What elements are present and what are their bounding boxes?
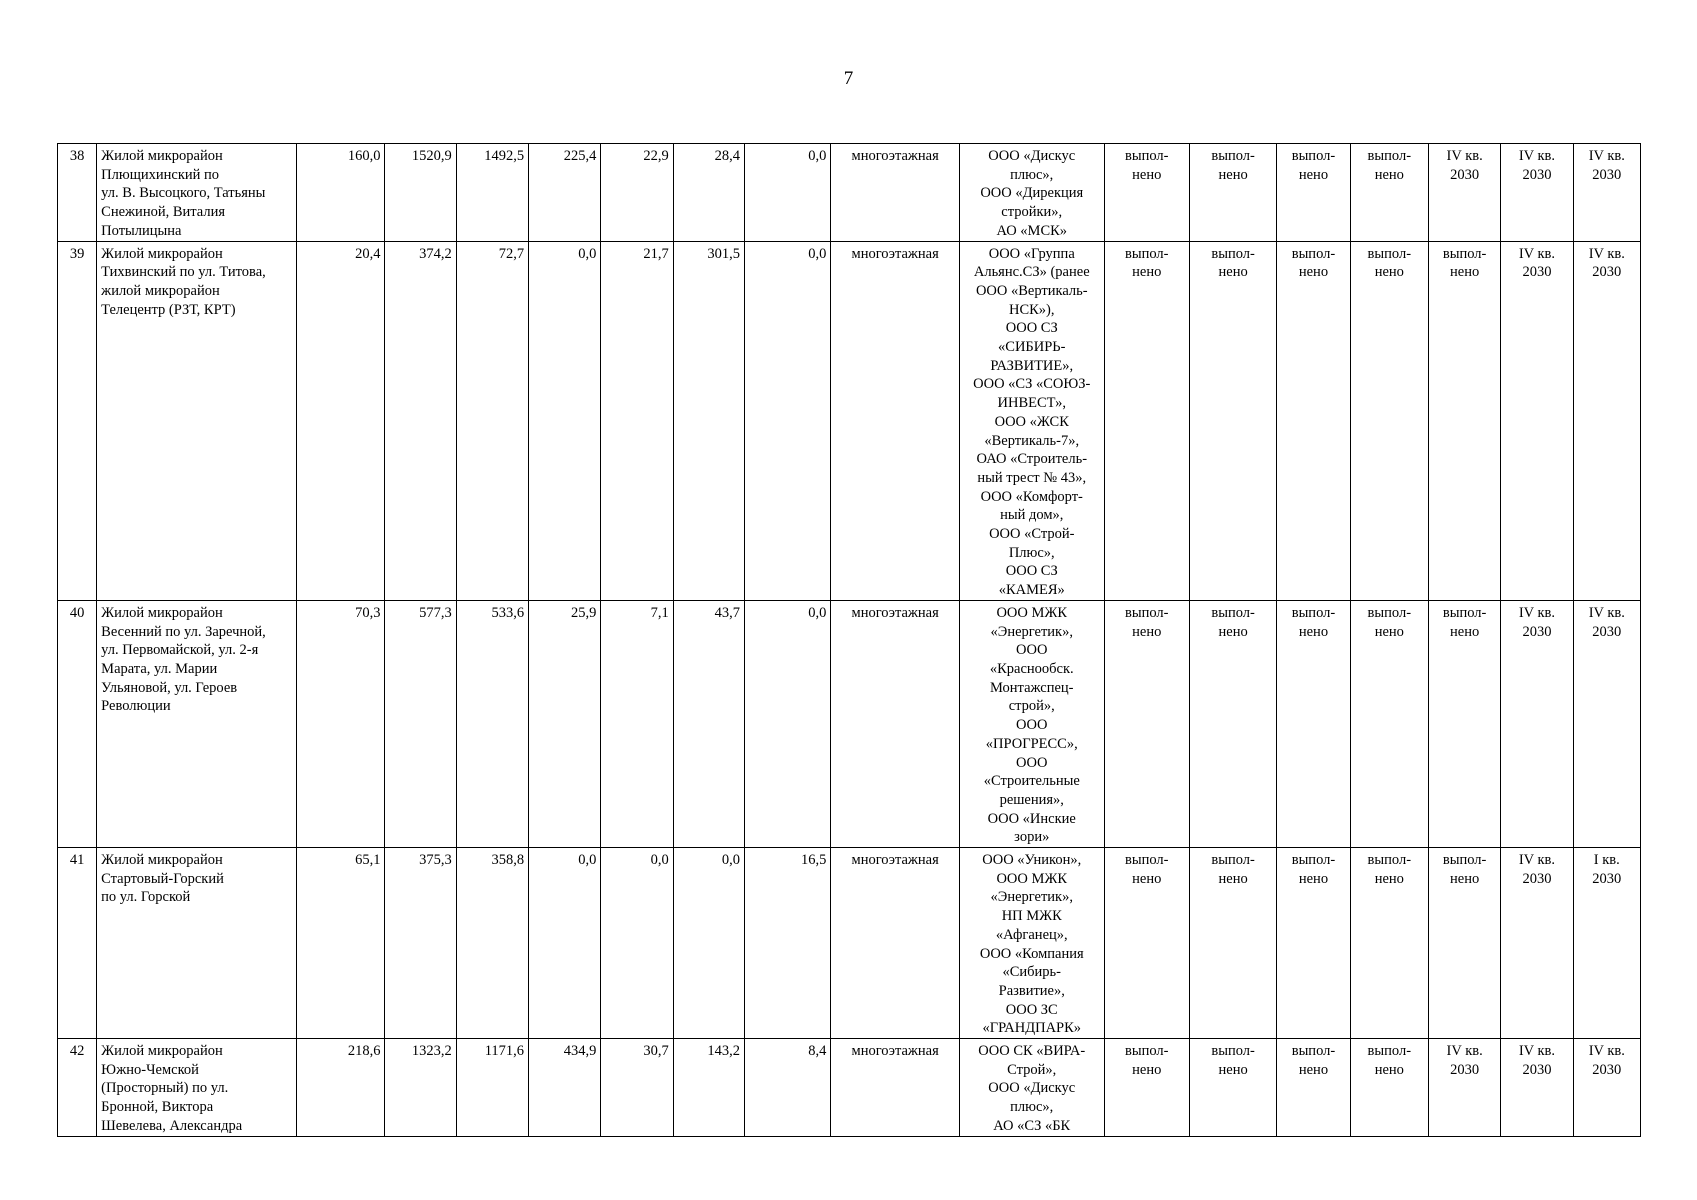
- building-type-cell: [831, 241, 960, 600]
- q1-text: IV кв. 2030: [1518, 245, 1556, 281]
- quarter-cell-2: [1573, 600, 1640, 847]
- value-cell-2: [385, 848, 456, 1039]
- v2-text: 1323,2: [411, 1043, 452, 1060]
- type-text: многоэтажная: [851, 1043, 939, 1060]
- value-cell-6: [673, 144, 744, 242]
- quarter-cell-1: [1501, 144, 1573, 242]
- v2-text: 375,3: [419, 852, 452, 869]
- v6-text: 301,5: [707, 245, 740, 262]
- value-cell-6: [673, 848, 744, 1039]
- s3-text: выпол- нено: [1291, 148, 1336, 183]
- value-cell-1: [297, 600, 385, 847]
- s2-text: выпол- нено: [1211, 852, 1255, 887]
- status-cell-5: [1428, 144, 1500, 242]
- v3-text: 533,6: [491, 604, 525, 621]
- table-row: [58, 1039, 1641, 1137]
- object-name-cell: [97, 1039, 297, 1137]
- v1-text: 65,1: [355, 852, 381, 869]
- status-cell-2: [1189, 144, 1276, 242]
- v5-text: 0,0: [650, 852, 669, 869]
- building-type-cell: [831, 1039, 960, 1137]
- status-cell-5: [1428, 1039, 1500, 1137]
- value-cell-7: [745, 1039, 831, 1137]
- s4-text: выпол- нено: [1367, 245, 1412, 281]
- s3-text: выпол- нено: [1291, 245, 1336, 281]
- num-text: 42: [69, 1043, 85, 1060]
- value-cell-2: [385, 1039, 456, 1137]
- value-cell-1: [297, 144, 385, 242]
- num-text: 38: [69, 148, 85, 164]
- developers-text: ООО «Группа Альянс.СЗ» (ранее ООО «Вертикаль- НСК»), ООО СЗ «СИБИРЬ- РАЗВИТИЕ», ООО «СЗ «СОЮЗ- ИНВЕСТ», ООО «ЖСК «Вертикаль-7», ОАО «Строитель- ный трест № 43», ООО «Комфорт- ный дом», ООО «Строй- Плюс», ООО СЗ «КАМЕЯ»: [973, 245, 1091, 599]
- value-cell-5: [601, 144, 673, 242]
- s3-text: выпол- нено: [1291, 604, 1336, 640]
- v3-text: 72,7: [498, 245, 525, 262]
- value-cell-1: [297, 1039, 385, 1137]
- value-cell-4: [529, 241, 601, 600]
- v4-text: 25,9: [571, 604, 597, 621]
- developers-cell: [959, 144, 1104, 242]
- building-type-cell: [831, 144, 960, 242]
- status-cell-3: [1277, 241, 1350, 600]
- v5-text: 30,7: [643, 1043, 669, 1060]
- num-text: 41: [69, 852, 85, 869]
- name-text: Жилой микрорайон Южно-Чемской (Просторный) по ул. Бронной, Виктора Шевелева, Александра: [101, 1043, 243, 1134]
- s4-text: выпол- нено: [1367, 852, 1412, 887]
- status-cell-3: [1277, 144, 1350, 242]
- value-cell-2: [385, 241, 456, 600]
- num-text: 39: [69, 245, 85, 262]
- v3-text: 358,8: [491, 852, 525, 869]
- status-cell-2: [1189, 600, 1276, 847]
- v6-text: 28,4: [714, 148, 740, 164]
- value-cell-6: [673, 1039, 744, 1137]
- status-cell-3: [1277, 1039, 1350, 1137]
- quarter-cell-2: [1573, 144, 1640, 242]
- quarter-cell-2: [1573, 848, 1640, 1039]
- developers-text: ООО МЖК «Энергетик», ООО «Краснообск. Монтажспец- строй», ООО «ПРОГРЕСС», ООО «Строительные решения», ООО «Инские зори»: [983, 604, 1080, 846]
- v1-text: 218,6: [347, 1043, 381, 1060]
- table-row: [58, 241, 1641, 600]
- quarter-cell-1: [1501, 848, 1573, 1039]
- value-cell-5: [601, 600, 673, 847]
- status-cell-2: [1189, 241, 1276, 600]
- v3-text: 1492,5: [484, 148, 525, 164]
- s1-text: выпол- нено: [1125, 148, 1169, 183]
- v6-text: 143,2: [707, 1043, 740, 1060]
- object-name-cell: [97, 848, 297, 1039]
- s1-text: выпол- нено: [1125, 245, 1169, 281]
- v6-text: 0,0: [721, 852, 740, 869]
- s4-text: выпол- нено: [1367, 604, 1412, 640]
- q2-text: IV кв. 2030: [1588, 148, 1625, 183]
- status-cell-4: [1350, 600, 1428, 847]
- v1-text: 160,0: [347, 148, 381, 164]
- value-cell-5: [601, 1039, 673, 1137]
- value-cell-4: [529, 848, 601, 1039]
- q2-text: IV кв. 2030: [1588, 1043, 1625, 1078]
- row-number-cell: [58, 1039, 97, 1137]
- v5-text: 22,9: [643, 148, 669, 164]
- name-text: Жилой микрорайон Тихвинский по ул. Титова, жилой микрорайон Телецентр (РЗТ, КРТ): [101, 245, 266, 318]
- s5-text: IV кв. 2030: [1446, 148, 1483, 183]
- status-cell-4: [1350, 144, 1428, 242]
- row-number-cell: [58, 144, 97, 242]
- status-cell-3: [1277, 600, 1350, 847]
- quarter-cell-1: [1501, 600, 1573, 847]
- value-cell-3: [456, 241, 528, 600]
- status-cell-2: [1189, 1039, 1276, 1137]
- value-cell-5: [601, 848, 673, 1039]
- status-cell-1: [1104, 848, 1189, 1039]
- value-cell-7: [745, 144, 831, 242]
- v7-text: 0,0: [808, 148, 827, 164]
- v3-text: 1171,6: [484, 1043, 525, 1060]
- status-cell-3: [1277, 848, 1350, 1039]
- type-text: многоэтажная: [851, 604, 939, 621]
- v7-text: 0,0: [808, 245, 827, 262]
- q2-text: IV кв. 2030: [1588, 604, 1625, 640]
- s5-text: выпол- нено: [1442, 245, 1487, 281]
- v5-text: 21,7: [643, 245, 669, 262]
- v2-text: 374,2: [419, 245, 452, 262]
- developers-text: ООО «Дискус плюс», ООО «Дирекция стройки», АО «МСК»: [980, 148, 1084, 239]
- q1-text: IV кв. 2030: [1518, 148, 1556, 183]
- value-cell-2: [385, 600, 456, 847]
- quarter-cell-1: [1501, 241, 1573, 600]
- value-cell-7: [745, 241, 831, 600]
- value-cell-7: [745, 600, 831, 847]
- v4-text: 0,0: [578, 852, 597, 869]
- value-cell-3: [456, 1039, 528, 1137]
- object-name-cell: [97, 600, 297, 847]
- value-cell-3: [456, 144, 528, 242]
- quarter-cell-1: [1501, 1039, 1573, 1137]
- developers-text: ООО СК «ВИРА- Строй», ООО «Дискус плюс», АО «СЗ «БК: [978, 1043, 1086, 1134]
- row-number-cell: [58, 600, 97, 847]
- quarter-cell-2: [1573, 241, 1640, 600]
- value-cell-1: [297, 848, 385, 1039]
- name-text: Жилой микрорайон Весенний по ул. Заречной, ул. Первомайской, ул. 2-я Марата, ул. Марии Ульяновой, ул. Героев Революции: [101, 604, 266, 715]
- developers-cell: [959, 1039, 1104, 1137]
- type-text: многоэтажная: [851, 148, 939, 164]
- v7-text: 0,0: [808, 604, 827, 621]
- value-cell-5: [601, 241, 673, 600]
- status-cell-4: [1350, 241, 1428, 600]
- developers-cell: [959, 241, 1104, 600]
- v2-text: 1520,9: [411, 148, 452, 164]
- row-number-cell: [58, 241, 97, 600]
- s1-text: выпол- нено: [1125, 604, 1169, 640]
- status-cell-5: [1428, 241, 1500, 600]
- v6-text: 43,7: [714, 604, 740, 621]
- s5-text: выпол- нено: [1442, 852, 1487, 887]
- value-cell-4: [529, 144, 601, 242]
- value-cell-4: [529, 600, 601, 847]
- v2-text: 577,3: [419, 604, 452, 621]
- v5-text: 7,1: [650, 604, 669, 621]
- v4-text: 0,0: [578, 245, 597, 262]
- v7-text: 16,5: [801, 852, 827, 869]
- value-cell-1: [297, 241, 385, 600]
- quarter-cell-2: [1573, 1039, 1640, 1137]
- developers-cell: [959, 600, 1104, 847]
- q2-text: IV кв. 2030: [1588, 245, 1625, 281]
- data-table: [57, 143, 1641, 1137]
- q1-text: IV кв. 2030: [1518, 604, 1556, 640]
- status-cell-1: [1104, 1039, 1189, 1137]
- table-row: [58, 144, 1641, 242]
- v7-text: 8,4: [808, 1043, 827, 1060]
- row-number-cell: [58, 848, 97, 1039]
- value-cell-3: [456, 600, 528, 847]
- s3-text: выпол- нено: [1291, 1043, 1336, 1078]
- name-text: Жилой микрорайон Плющихинский по ул. В. Высоцкого, Татьяны Снежиной, Виталия Потылицына: [101, 148, 266, 239]
- building-type-cell: [831, 848, 960, 1039]
- value-cell-4: [529, 1039, 601, 1137]
- status-cell-5: [1428, 600, 1500, 847]
- value-cell-7: [745, 848, 831, 1039]
- s3-text: выпол- нено: [1291, 852, 1336, 887]
- num-text: 40: [69, 604, 85, 621]
- s2-text: выпол- нено: [1211, 148, 1255, 183]
- v4-text: 434,9: [563, 1043, 597, 1060]
- v4-text: 225,4: [563, 148, 597, 164]
- table-row: [58, 848, 1641, 1039]
- object-name-cell: [97, 241, 297, 600]
- status-cell-4: [1350, 1039, 1428, 1137]
- object-name-cell: [97, 144, 297, 242]
- developers-text: ООО «Уникон», ООО МЖК «Энергетик», НП МЖК «Афганец», ООО «Компания «Сибирь- Развитие», ООО ЗС «ГРАНДПАРК»: [979, 852, 1084, 1037]
- type-text: многоэтажная: [851, 245, 939, 262]
- building-type-cell: [831, 600, 960, 847]
- value-cell-6: [673, 600, 744, 847]
- status-cell-1: [1104, 241, 1189, 600]
- status-cell-1: [1104, 600, 1189, 847]
- s4-text: выпол- нено: [1367, 148, 1412, 183]
- status-cell-1: [1104, 144, 1189, 242]
- value-cell-3: [456, 848, 528, 1039]
- s5-text: IV кв. 2030: [1446, 1043, 1483, 1078]
- type-text: многоэтажная: [851, 852, 939, 869]
- q1-text: IV кв. 2030: [1518, 1043, 1556, 1078]
- q2-text: I кв. 2030: [1592, 852, 1622, 887]
- status-cell-2: [1189, 848, 1276, 1039]
- q1-text: IV кв. 2030: [1518, 852, 1556, 887]
- s5-text: выпол- нено: [1442, 604, 1487, 640]
- status-cell-4: [1350, 848, 1428, 1039]
- page-number: 7: [843, 68, 854, 89]
- v1-text: 70,3: [355, 604, 381, 621]
- s4-text: выпол- нено: [1367, 1043, 1412, 1078]
- s1-text: выпол- нено: [1125, 852, 1169, 887]
- s2-text: выпол- нено: [1211, 1043, 1255, 1078]
- s2-text: выпол- нено: [1211, 604, 1255, 640]
- name-text: Жилой микрорайон Стартовый-Горский по ул. Горской: [101, 852, 224, 906]
- v1-text: 20,4: [355, 245, 381, 262]
- table-row: [58, 600, 1641, 847]
- value-cell-2: [385, 144, 456, 242]
- value-cell-6: [673, 241, 744, 600]
- status-cell-5: [1428, 848, 1500, 1039]
- s1-text: выпол- нено: [1125, 1043, 1169, 1078]
- s2-text: выпол- нено: [1211, 245, 1255, 281]
- developers-cell: [959, 848, 1104, 1039]
